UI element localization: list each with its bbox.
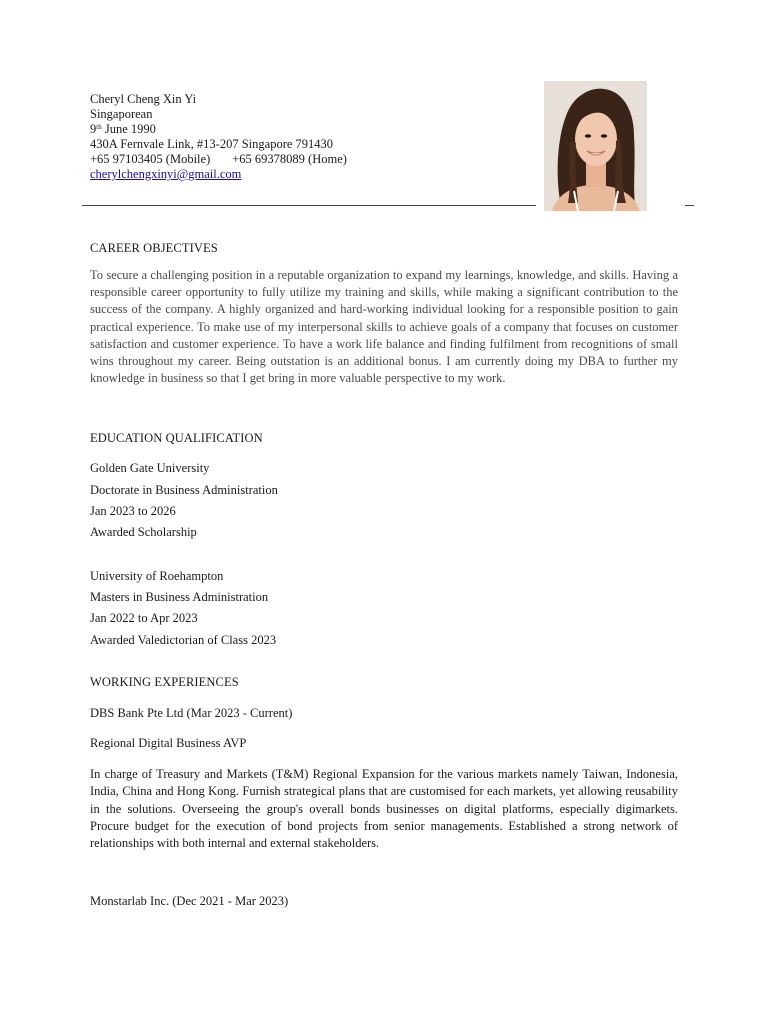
candidate-name: Cheryl Cheng Xin Yi (90, 92, 197, 106)
job-title: Regional Digital Business AVP (90, 736, 247, 750)
job-description: In charge of Treasury and Markets (T&M) Regional Expansion for the various markets namely Taiwan, Indonesia, India, China and Hong Kong. Furnish strategical plans that are customised for each markets, yet allowing reusability in the solutions. Overseeing the group's overall bonds businesses on digital platforms, especially digimarkets. Procure budget for the execution of bond projects from senior managements. Established a strong network of relationships with both internal and external stakeholders. (90, 767, 678, 851)
education-school: University of Roehampton (90, 569, 224, 583)
header-divider-end (685, 205, 694, 206)
profile-photo (544, 81, 647, 211)
date-of-birth: 9th June 1990 (90, 122, 156, 136)
education-school: Golden Gate University (90, 461, 210, 475)
job-company: DBS Bank Pte Ltd (Mar 2023 - Current) (90, 706, 293, 720)
nationality: Singaporean (90, 107, 153, 121)
education-heading: EDUCATION QUALIFICATION (90, 431, 263, 445)
education-degree: Doctorate in Business Administration (90, 483, 278, 497)
phone-mobile: +65 97103405 (Mobile) (90, 152, 211, 166)
phone-numbers (90, 152, 347, 167)
address: 430A Fernvale Link, #13-207 Singapore 791430 (90, 137, 334, 151)
education-note: Awarded Scholarship (90, 525, 197, 539)
work-experience-heading: WORKING EXPERIENCES (90, 675, 239, 689)
job-company: Monstarlab Inc. (Dec 2021 - Mar 2023) (90, 894, 289, 908)
email-link[interactable]: cherylchengxinyi@gmail.com (90, 167, 242, 181)
education-note: Awarded Valedictorian of Class 2023 (90, 633, 277, 647)
education-degree: Masters in Business Administration (90, 590, 269, 604)
phone-home: +65 69378089 (Home) (232, 152, 347, 166)
contact-block (90, 92, 347, 182)
education-period: Jan 2022 to Apr 2023 (90, 611, 198, 625)
career-objectives-heading: CAREER OBJECTIVES (90, 241, 218, 255)
header-divider (82, 205, 536, 206)
education-period: Jan 2023 to 2026 (90, 504, 176, 518)
career-objectives-text: To secure a challenging position in a reputable organization to expand my learnings, knowledge, and skills. Having a responsible career opportunity to fully utilize my training and skills, while making a significant contribution to the success of the company. A highly organized and hard-working individual looking for a responsible position to gain practical experience. To make use of my interpersonal skills to achieve goals of a company that focuses on customer satisfaction and customer experience. To have a work life balance and finding fulfilment from recognitions of small wins throughout my career. Being outstation is an additional bonus. I am currently doing my DBA to further my knowledge in business so that I get bring in more valuable perspective to my work. (90, 268, 678, 386)
